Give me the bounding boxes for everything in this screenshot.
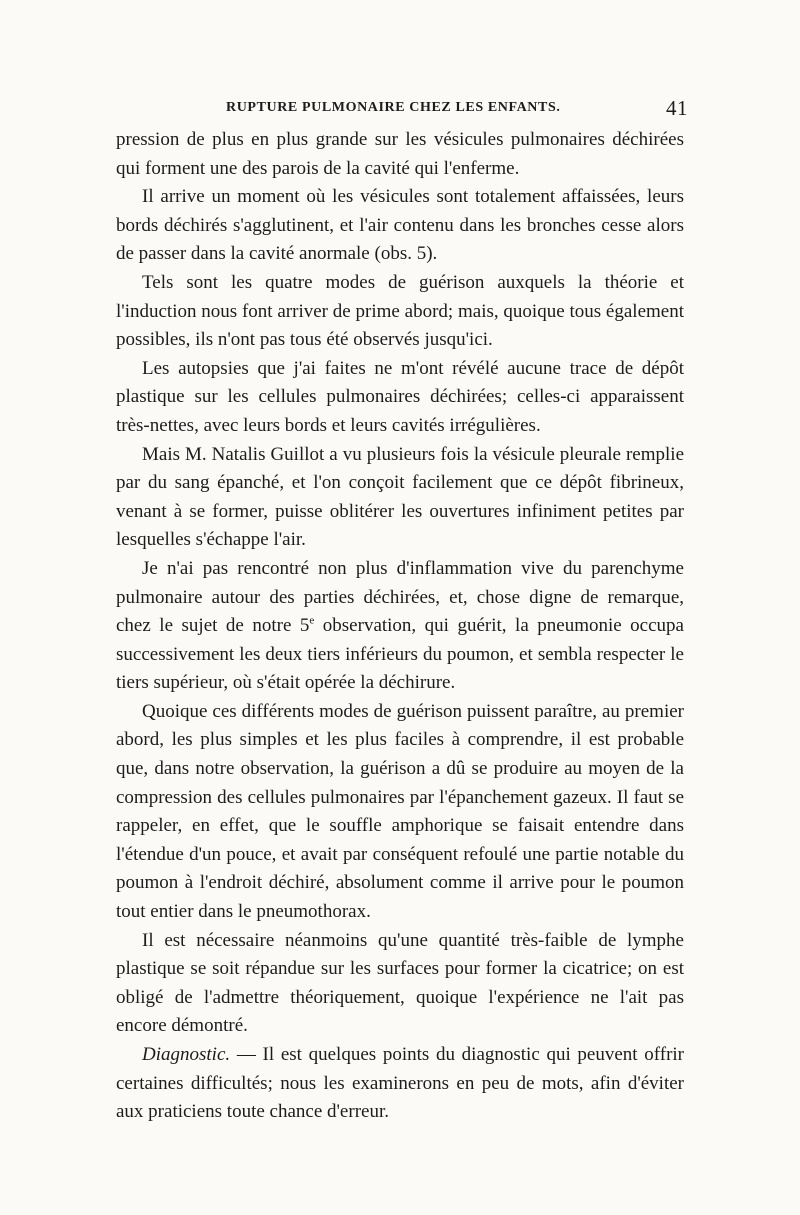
paragraph: Quoique ces différents modes de guérison puissent paraître, au premier abord, les plus simples et les plus faciles à comprendre, il est probable que, dans notre observation, la guérison a dû se produire au moyen de la compression des cellules pulmonaires par l'épanchement gazeux. Il faut se rappeler, en effet, que le souffle amphorique se faisait entendre dans l'étendue d'un pouce, et avait par conséquent refoulé une partie notable du poumon à l'endroit déchiré, absolument comme il arrive pour le poumon tout entier dans le pneumothorax. [116, 700, 684, 923]
page-number: 41 [666, 96, 688, 120]
paragraph: Les autopsies que j'ai faites ne m'ont révélé aucune trace de dépôt plastique sur les cellules pulmonaires déchirées; celles-ci apparaissent très-nettes, avec leurs bords et leurs cavités irrégulières. [116, 357, 684, 436]
paragraph-text: observation, qui guérit, la pneumonie occupa successivement les deux tiers inférieurs du poumon, et sembla respecter le tiers supérieur, où s'était opérée la déchirure. [116, 615, 684, 694]
section-label: Diagnostic. [142, 1044, 231, 1065]
section-paragraph [116, 1041, 684, 1127]
paragraph: Il arrive un moment où les vésicules sont totalement affaissées, leurs bords déchirés s'agglutinent, et l'air contenu dans les bronches cesse alors de passer dans la cavité anormale (obs. 5). [116, 186, 684, 265]
page-body [116, 126, 684, 1127]
paragraph: Mais M. Natalis Guillot a vu plusieurs fois la vésicule pleurale remplie par du sang épanché, et l'on conçoit facilement que ce dépôt fibrineux, venant à se former, puisse oblitérer les ouvertures infiniment petites par lesquelles s'échappe l'air. [116, 443, 684, 551]
paragraph: Il est nécessaire néanmoins qu'une quantité très-faible de lymphe plastique se soit répandue sur les surfaces pour former la cicatrice; on est obligé de l'admettre théoriquement, quoique l'expérience ne l'ait pas encore démontré. [116, 929, 684, 1037]
paragraph-text: — Il est quelques points du diagnostic qui peuvent offrir certaines difficultés; nous les examinerons en peu de mots, afin d'éviter aux praticiens toute chance d'erreur. [116, 1044, 684, 1123]
paragraph-text: Je n'ai pas rencontré non plus d'inflammation vive du parenchyme pulmonaire autour des parties déchirées, et, chose digne de remarque, chez le sujet de notre 5 [116, 557, 684, 637]
paragraph [116, 555, 684, 698]
running-header [116, 96, 688, 126]
paragraph-continued: pression de plus en plus grande sur les vésicules pulmonaires déchirées qui forment une des parois de la cavité qui l'enferme. [116, 129, 684, 179]
running-title: RUPTURE PULMONAIRE CHEZ LES ENFANTS. [226, 100, 561, 115]
paragraph: Tels sont les quatre modes de guérison auxquels la théorie et l'induction nous font arriver de prime abord; mais, quoique tous également possibles, ils n'ont pas tous été observés jusqu'ici. [116, 271, 684, 351]
ordinal-superscript: e [309, 614, 315, 627]
book-page [116, 96, 688, 1127]
